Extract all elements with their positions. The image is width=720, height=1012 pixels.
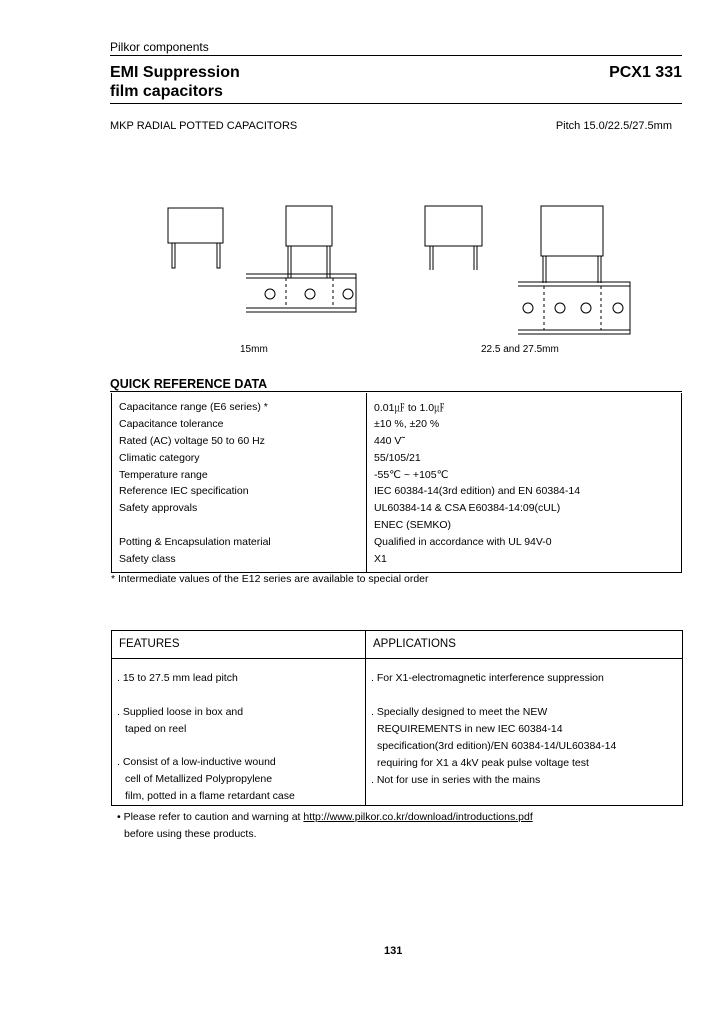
features-list — [117, 754, 295, 805]
applications-list — [371, 704, 616, 789]
capacitor-22mm-taped — [518, 206, 630, 334]
page-number: 131 — [384, 945, 403, 957]
caution-link[interactable]: http://www.pilkor.co.kr/download/introductions.pdf — [303, 811, 533, 823]
list-item: . Specially designed to meet the NEW — [371, 706, 548, 718]
list-item: cell of Metallized Polypropylene — [125, 773, 273, 785]
row-value: 55/105/21 — [367, 449, 682, 466]
table-row — [112, 550, 682, 572]
row-label: Temperature range — [112, 466, 367, 483]
caution-note — [117, 811, 533, 823]
row-label: Climatic category — [112, 449, 367, 466]
row-value: 440 V˜ — [367, 433, 682, 450]
list-item: film, potted in a flame retardant case — [125, 790, 295, 802]
quick-reference-table — [111, 393, 682, 573]
row-value: UL60384-14 & CSA E60384-14:09(cUL) — [367, 500, 682, 517]
quick-reference-rule — [110, 391, 682, 392]
row-value: -55℃ ~ +105℃ — [367, 466, 682, 483]
company-name: Pilkor components — [110, 40, 209, 54]
product-type: MKP RADIAL POTTED CAPACITORS — [110, 120, 298, 132]
applications-heading: APPLICATIONS — [373, 638, 456, 650]
table-row — [112, 433, 682, 450]
features-list — [117, 670, 238, 687]
list-item: requiring for X1 a 4kV peak pulse voltage test — [377, 757, 589, 769]
list-item: . Consist of a low-inductive wound — [117, 756, 276, 768]
caution-note-line2: before using these products. — [124, 828, 257, 840]
table-footnote: * Intermediate values of the E12 series are available to special order — [111, 573, 429, 585]
table-row — [112, 466, 682, 483]
product-title-line2: film capacitors — [110, 83, 223, 100]
list-item: specification(3rd edition)/EN 60384-14/UL60384-14 — [377, 740, 617, 752]
row-value: 0.01㎌ to 1.0㎌ — [367, 393, 682, 416]
row-value: Qualified in accordance with UL 94V-0 — [367, 533, 682, 550]
row-label: Rated (AC) voltage 50 to 60 Hz — [112, 433, 367, 450]
figure-label-22-27mm: 22.5 and 27.5mm — [481, 344, 559, 355]
row-label: Safety approvals — [112, 500, 367, 517]
row-value: X1 — [367, 550, 682, 572]
row-label — [112, 517, 367, 534]
column-divider — [365, 630, 366, 806]
list-item: taped on reel — [125, 723, 187, 735]
heading-rule — [111, 658, 682, 659]
table-row — [112, 416, 682, 433]
row-value: ±10 %, ±20 % — [367, 416, 682, 433]
table-row — [112, 483, 682, 500]
row-value: ENEC (SEMKO) — [367, 517, 682, 534]
row-label: Capacitance range (E6 series) * — [112, 393, 367, 416]
title-rule — [110, 103, 682, 104]
applications-list — [371, 670, 604, 687]
table-row — [112, 517, 682, 534]
figure-label-15mm: 15mm — [240, 344, 268, 355]
list-item: . For X1-electromagnetic interference suppression — [371, 672, 604, 684]
part-number: PCX1 331 — [609, 64, 682, 81]
table-row — [112, 393, 682, 416]
row-label: Reference IEC specification — [112, 483, 367, 500]
pitch-info: Pitch 15.0/22.5/27.5mm — [555, 120, 672, 132]
table-row — [112, 533, 682, 550]
table-row — [112, 449, 682, 466]
quick-reference-title: QUICK REFERENCE DATA — [110, 377, 268, 391]
header-rule — [110, 55, 682, 56]
caution-text: • Please refer to caution and warning at — [117, 811, 304, 823]
row-label: Potting & Encapsulation material — [112, 533, 367, 550]
capacitor-22mm-side-view — [425, 206, 482, 270]
list-item: . Not for use in series with the mains — [371, 774, 541, 786]
list-item: . 15 to 27.5 mm lead pitch — [117, 672, 238, 684]
list-item: . Supplied loose in box and — [117, 706, 244, 718]
table-row — [112, 500, 682, 517]
row-label: Capacitance tolerance — [112, 416, 367, 433]
row-label: Safety class — [112, 550, 367, 572]
features-heading: FEATURES — [119, 638, 180, 650]
product-title-line1: EMI Suppression — [110, 64, 240, 81]
capacitor-drawings — [160, 198, 640, 338]
capacitor-15mm-taped — [246, 206, 356, 312]
features-list — [117, 704, 243, 738]
product-title — [110, 63, 240, 101]
row-value: IEC 60384-14(3rd edition) and EN 60384-14 — [367, 483, 682, 500]
list-item: REQUIREMENTS in new IEC 60384-14 — [377, 723, 563, 735]
capacitor-15mm-side-view — [168, 208, 223, 268]
